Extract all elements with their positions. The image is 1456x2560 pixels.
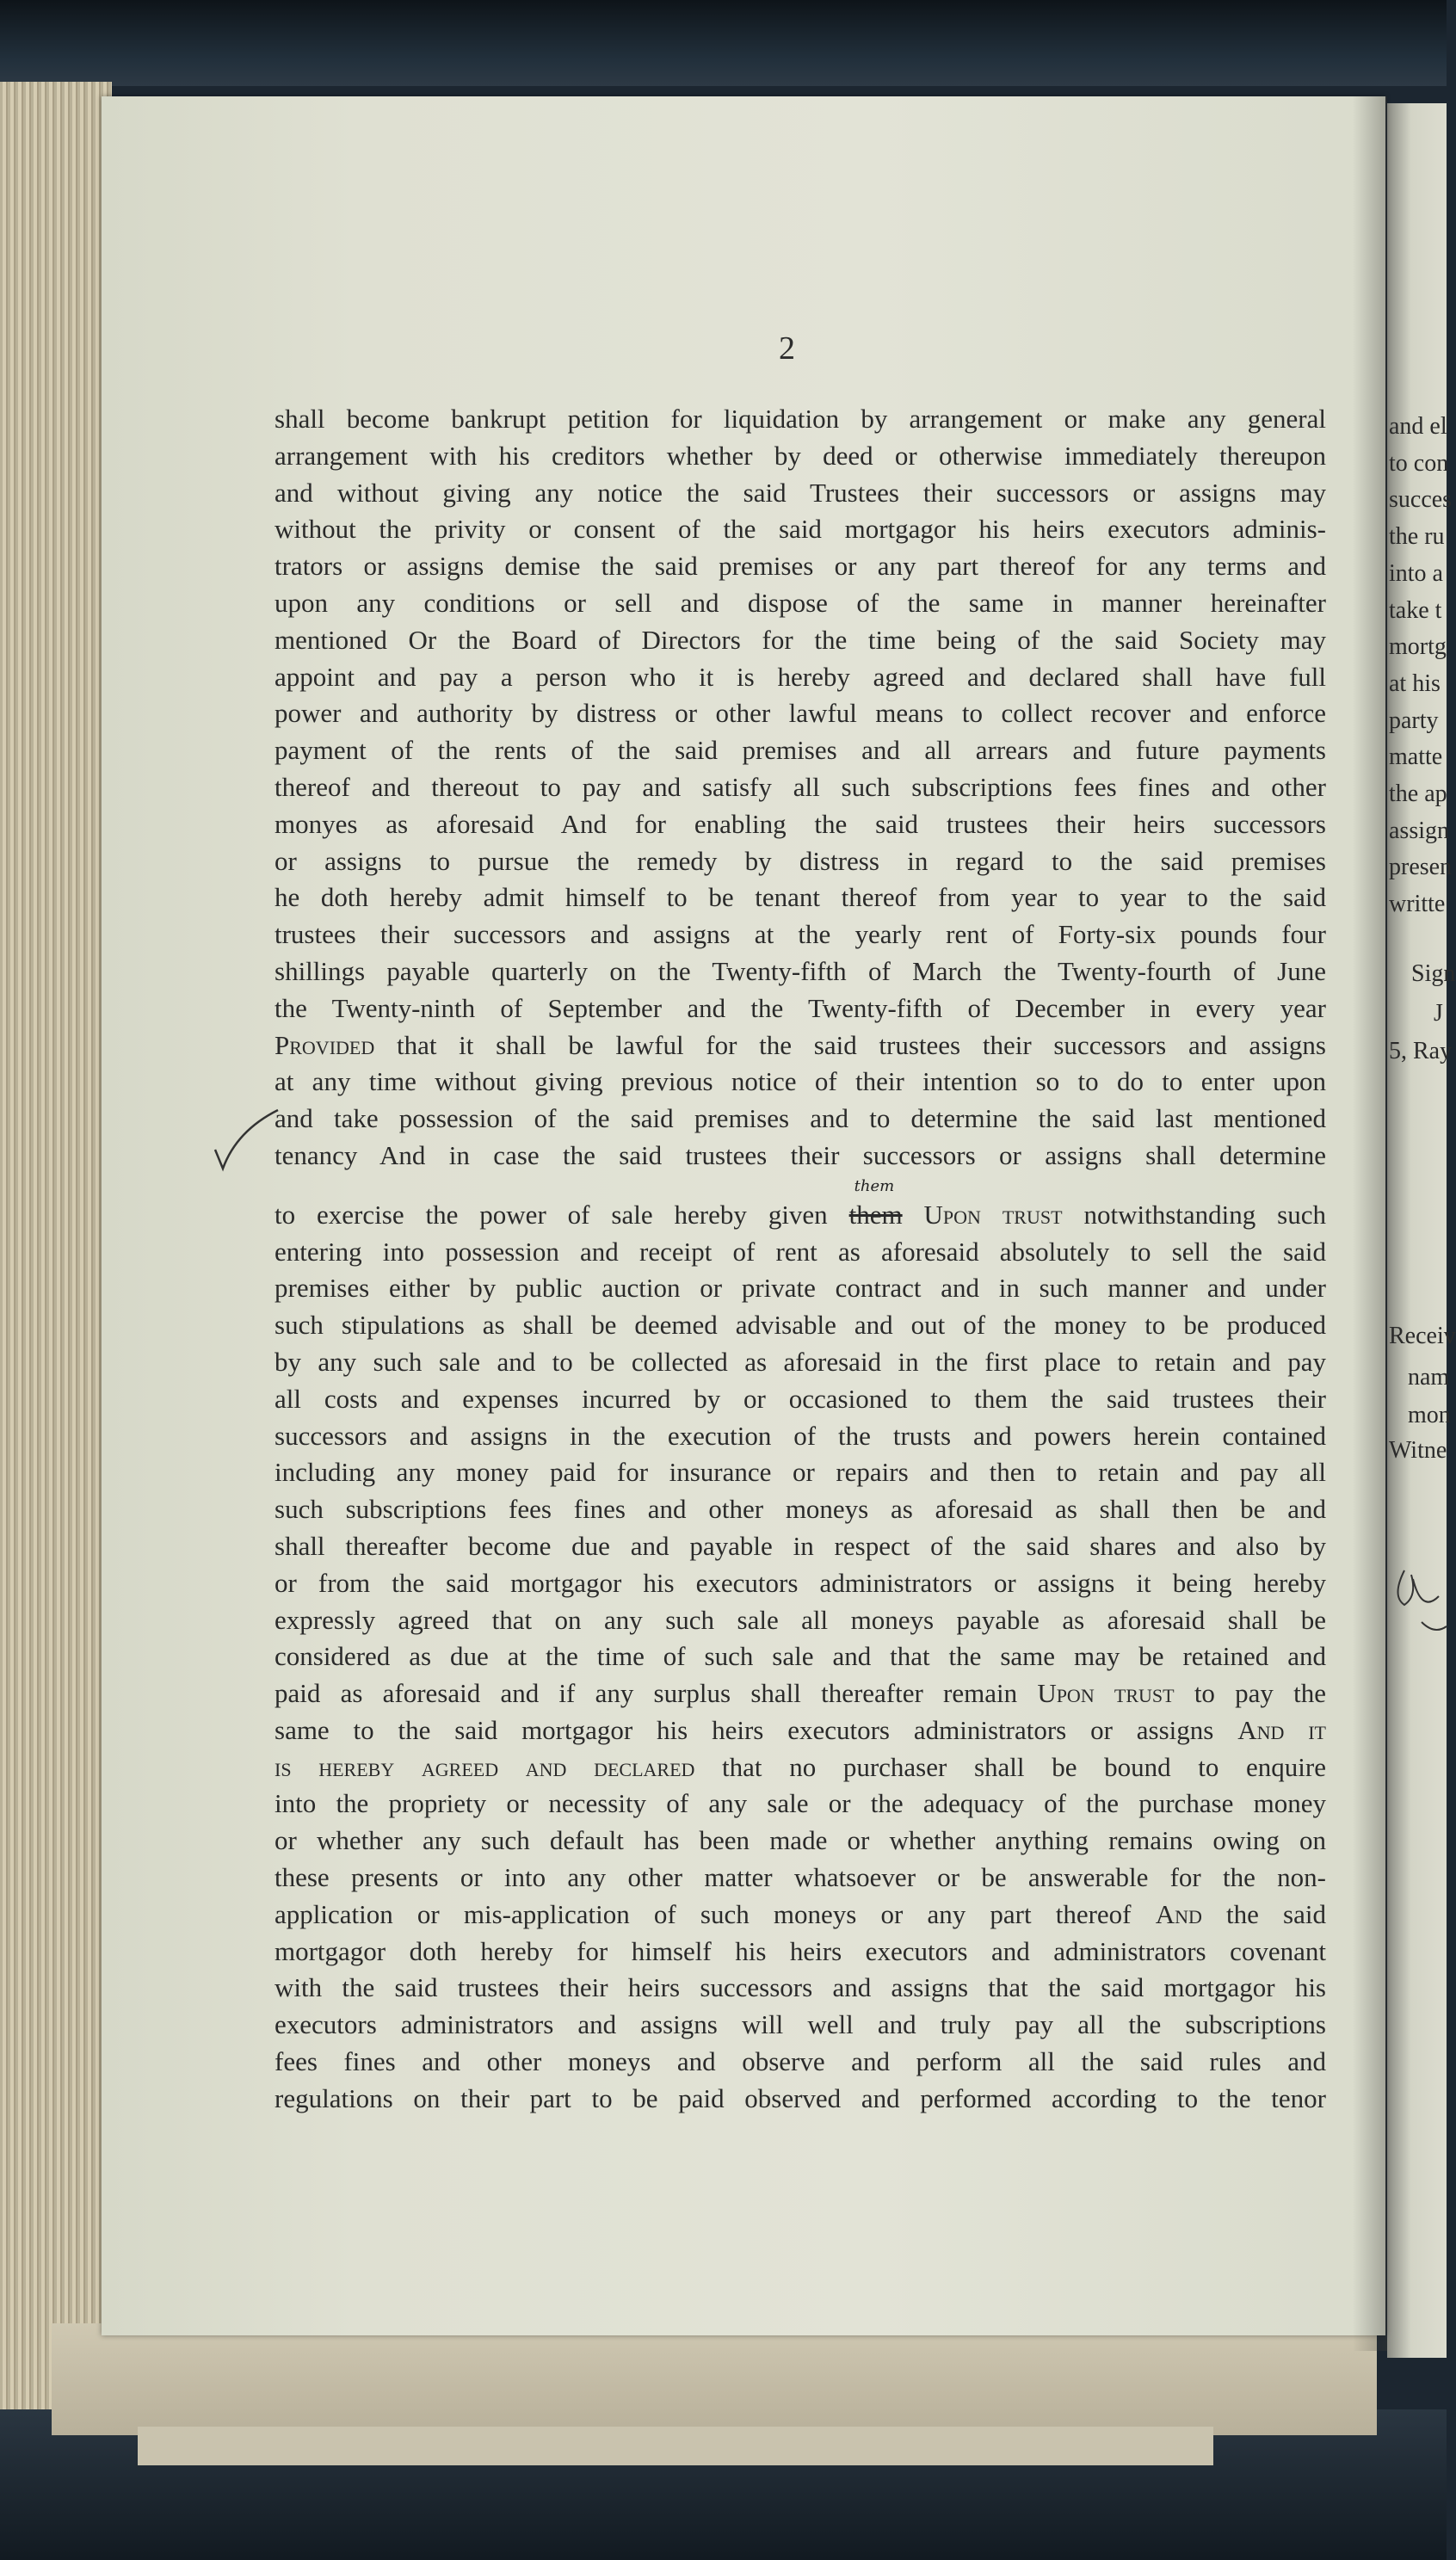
text-segment: entering into possession and receipt of rent as aforesaid absolutely to sell the said <box>275 1236 1326 1267</box>
text-segment: all costs and expenses incurred by or occasioned to them the said trustees their <box>275 1383 1326 1414</box>
text-line <box>275 732 1326 769</box>
text-line <box>275 879 1326 916</box>
document-body <box>275 401 1326 2118</box>
text-segment: without the privity or consent of the said mortgagor his heirs executors adminis- <box>275 514 1326 545</box>
adjacent-page-line: succes <box>1389 486 1453 514</box>
text-line <box>275 695 1326 732</box>
text-line <box>275 1565 1326 1602</box>
text-line <box>275 1749 1326 1786</box>
text-segment: successors and assigns in the execution of the trusts and powers herein contained <box>275 1420 1326 1451</box>
adjacent-page-line: Witne <box>1389 1437 1447 1464</box>
adjacent-page-line: J <box>1434 1000 1443 1027</box>
text-segment: thereof and thereout to pay and satisfy all such subscriptions fees fines and other <box>275 771 1326 802</box>
text-line <box>275 843 1326 880</box>
struck-word <box>848 1176 903 1230</box>
text-segment: considered as due at the time of such sale and that the same may be retained and <box>275 1641 1326 1672</box>
adjacent-page-line: Sign <box>1411 960 1456 987</box>
text-segment: arrangement with his creditors whether by deed or otherwise immediately thereupon <box>275 440 1326 471</box>
text-line <box>275 990 1326 1027</box>
text-segment: mortgagor doth hereby for himself his heirs executors and administrators covenant <box>275 1935 1326 1966</box>
text-line <box>275 401 1326 438</box>
text-segment: he doth hereby admit himself to be tenant thereof from year to year to the said <box>275 882 1326 913</box>
adjacent-page-line: the ru <box>1389 523 1445 551</box>
text-line <box>275 1970 1326 2007</box>
small-caps-text: Provided <box>275 1029 375 1060</box>
text-line <box>275 1897 1326 1934</box>
text-line <box>275 1027 1326 1064</box>
text-segment: premises either by public auction or private contract and in such manner and under <box>275 1273 1326 1304</box>
text-line <box>275 916 1326 953</box>
text-line <box>275 438 1326 475</box>
small-caps-text: And <box>1155 1898 1202 1929</box>
text-segment: regulations on their part to be paid observed and performed according to the tenor <box>275 2082 1326 2113</box>
text-segment: tenancy And in case the said trustees their successors or assigns shall determine <box>275 1139 1326 1170</box>
text-segment: paid as aforesaid and if any surplus shall thereafter remain <box>275 1678 1038 1709</box>
text-segment: or assigns to pursue the remedy by distress in regard to the said premises <box>275 845 1326 876</box>
adjacent-page-line: party <box>1389 706 1439 734</box>
adjacent-page-line: at his <box>1389 669 1441 697</box>
adjacent-page-line: to con <box>1389 449 1449 477</box>
text-line <box>275 1418 1326 1455</box>
text-segment: notwithstanding such <box>1062 1199 1326 1230</box>
small-caps-text: Upon trust <box>902 1199 1063 1230</box>
text-line <box>275 1786 1326 1823</box>
text-line <box>275 1712 1326 1749</box>
text-line <box>275 1675 1326 1712</box>
text-line <box>275 511 1326 548</box>
adjacent-page-line: Receiv <box>1389 1323 1456 1349</box>
book-cover-top <box>0 0 1447 86</box>
handwritten-correction: them <box>854 1176 895 1195</box>
text-segment: that it shall be lawful for the said trustees their successors and assigns <box>374 1029 1326 1060</box>
text-segment: upon any conditions or sell and dispose of the same in manner hereinafter <box>275 587 1326 618</box>
text-segment: at any time without giving previous notice of their intention so to do to enter upon <box>275 1066 1326 1097</box>
text-line <box>275 475 1326 512</box>
text-segment: the said <box>1201 1898 1326 1929</box>
text-line <box>275 622 1326 659</box>
text-segment: power and authority by distress or other lawful means to collect recover and enforce <box>275 698 1326 729</box>
text-line <box>275 1270 1326 1307</box>
text-line <box>275 1064 1326 1101</box>
text-line <box>275 1823 1326 1860</box>
text-segment: or from the said mortgagor his executors administrators or assigns it being hereby <box>275 1567 1326 1598</box>
text-segment: and take possession of the said premises and to determine the said last mentioned <box>275 1103 1326 1134</box>
text-segment: to exercise the power of sale hereby given <box>275 1199 849 1230</box>
text-segment: by any such sale and to be collected as aforesaid in the first place to retain and pay <box>275 1346 1326 1377</box>
text-line <box>275 1638 1326 1675</box>
adjacent-page-line: presen <box>1389 854 1453 881</box>
text-line <box>275 659 1326 696</box>
text-line <box>275 1602 1326 1639</box>
text-segment: appoint and pay a person who it is hereby agreed and declared shall have full <box>275 661 1326 692</box>
text-segment: to pay the <box>1174 1678 1326 1709</box>
text-segment: trators or assigns demise the said premises or any part thereof for any terms and <box>275 551 1326 582</box>
text-line <box>275 1860 1326 1897</box>
text-segment: such subscriptions fees fines and other moneys as aforesaid as shall then be and <box>275 1494 1326 1525</box>
text-line <box>275 585 1326 622</box>
text-line <box>275 953 1326 990</box>
text-line <box>275 1101 1326 1138</box>
gutter-shadow <box>1353 96 1387 2351</box>
text-line <box>275 1176 1326 1234</box>
adjacent-page-line: into a <box>1389 559 1443 587</box>
page-edges <box>0 82 112 2440</box>
text-segment: monyes as aforesaid And for enabling the said trustees their heirs successors <box>275 808 1326 839</box>
text-segment: mentioned Or the Board of Directors for the time being of the said Society may <box>275 624 1326 655</box>
adjacent-page-line: the ap <box>1389 780 1447 807</box>
adjacent-page-line: nam <box>1408 1364 1450 1391</box>
text-segment: shillings payable quarterly on the Twenty-fifth of March the Twenty-fourth of June <box>275 955 1326 986</box>
adjacent-page-line: assign <box>1389 817 1449 844</box>
text-segment: that no purchaser shall be bound to enquire <box>694 1751 1326 1782</box>
text-segment: shall thereafter become due and payable in respect of the said shares and also by <box>275 1530 1326 1561</box>
struck-text: them <box>848 1199 903 1230</box>
small-caps-text: Upon trust <box>1037 1678 1175 1709</box>
small-caps-text: And it <box>1237 1714 1326 1745</box>
text-line <box>275 2007 1326 2044</box>
text-line <box>275 2081 1326 2118</box>
text-line <box>275 806 1326 843</box>
adjacent-page-line: 5, Ray <box>1389 1038 1453 1064</box>
text-segment: application or mis-application of such moneys or any part thereof <box>275 1898 1156 1929</box>
text-line <box>275 1528 1326 1565</box>
text-line <box>275 769 1326 806</box>
text-segment: into the propriety or necessity of any sale or the adequacy of the purchase money <box>275 1788 1326 1819</box>
text-line <box>275 1307 1326 1344</box>
text-line <box>275 1344 1326 1381</box>
adjacent-page-line: and el <box>1389 413 1447 440</box>
text-segment: with the said trustees their heirs successors and assigns that the said mortgagor his <box>275 1972 1326 2003</box>
text-segment: payment of the rents of the said premises and all arrears and future payments <box>275 735 1326 766</box>
text-segment: including any money paid for insurance or repairs and then to retain and pay all <box>275 1457 1326 1488</box>
text-line <box>275 548 1326 585</box>
text-segment: same to the said mortgagor his heirs executors administrators or assigns <box>275 1714 1238 1745</box>
text-segment: expressly agreed that on any such sale all moneys payable as aforesaid shall be <box>275 1604 1326 1635</box>
torn-page-fragment <box>138 2427 1213 2465</box>
text-segment: these presents or into any other matter whatsoever or be answerable for the non- <box>275 1862 1326 1893</box>
text-line <box>275 1234 1326 1271</box>
text-line <box>275 1454 1326 1491</box>
adjacent-page-line: mortg <box>1389 633 1447 661</box>
text-segment: or whether any such default has been made or whether anything remains owing on <box>275 1825 1326 1856</box>
text-line <box>275 2044 1326 2081</box>
page-number: 2 <box>779 330 795 367</box>
checkmark-icon <box>211 1105 280 1174</box>
text-segment: executors administrators and assigns will well and truly pay all the subscriptions <box>275 2009 1326 2040</box>
text-segment: the Twenty-ninth of September and the Twenty-fifth of December in every year <box>275 992 1326 1023</box>
adjacent-page-line: take t <box>1389 596 1442 624</box>
text-line <box>275 1381 1326 1418</box>
adjacent-page-line: writte <box>1389 891 1446 918</box>
text-segment: trustees their successors and assigns at the yearly rent of Forty-six pounds four <box>275 919 1326 950</box>
text-segment: such stipulations as shall be deemed advisable and out of the money to be produced <box>275 1310 1326 1341</box>
adjacent-page-text <box>1384 0 1456 2560</box>
text-segment: shall become bankrupt petition for liquidation by arrangement or make any general <box>275 404 1326 434</box>
text-line <box>275 1138 1326 1175</box>
text-segment: and without giving any notice the said Trustees their successors or assigns may <box>275 477 1326 508</box>
handwritten-signature <box>1387 1562 1447 1656</box>
adjacent-page-line: matte <box>1389 743 1443 771</box>
page-edges-bottom <box>52 2323 1377 2435</box>
small-caps-text: is hereby agreed and declared <box>275 1751 695 1782</box>
adjacent-page-line: mon <box>1408 1402 1451 1428</box>
text-line <box>275 1491 1326 1528</box>
text-line <box>275 1934 1326 1971</box>
text-segment: fees fines and other moneys and observe and perform all the said rules and <box>275 2046 1326 2077</box>
